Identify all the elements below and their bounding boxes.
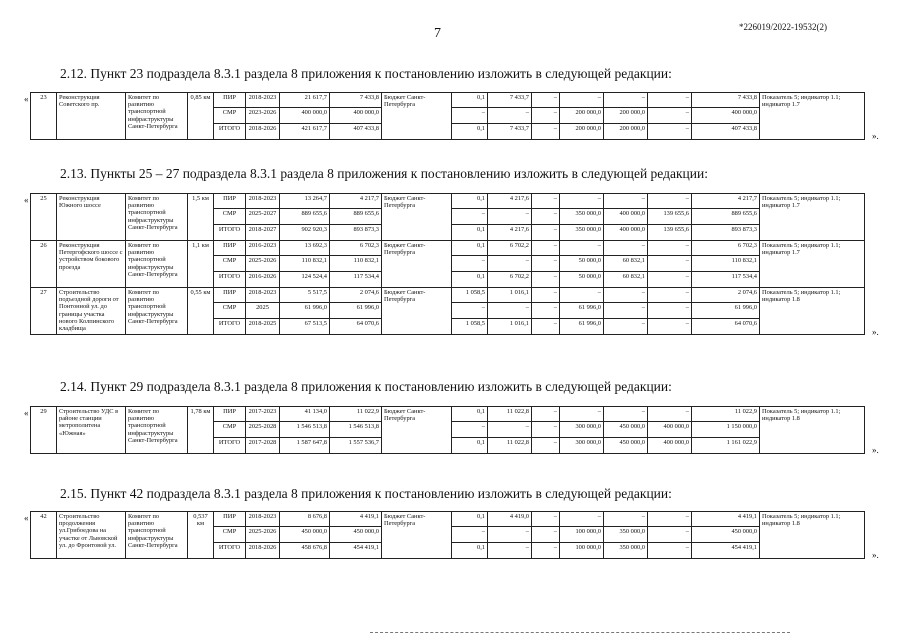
- section-heading: 2.15. Пункт 42 подраздела 8.3.1 раздела 8 приложения к постановлению изложить в следующей редакции:: [60, 486, 672, 501]
- year-value: –: [648, 124, 692, 140]
- total-cost: 1 587 647,8: [280, 438, 330, 454]
- year-value: 6 702,2: [488, 241, 532, 256]
- year-value: 1 150 000,0: [692, 422, 760, 438]
- customer: Комитет по развитию транспортной инфраструктуры Санкт-Петербурга: [126, 241, 188, 288]
- customer: Комитет по развитию транспортной инфраструктуры Санкт-Петербурга: [126, 93, 188, 140]
- work-type: ПИР: [214, 288, 246, 303]
- year-value: 0,1: [452, 241, 488, 256]
- total-cost: 8 676,8: [280, 512, 330, 527]
- program-table: [30, 92, 865, 140]
- year-value: –: [648, 288, 692, 303]
- indicator: Показатель 5; индикатор 1.1; индикатор 1.8: [760, 512, 865, 559]
- period: 2023-2026: [246, 108, 280, 124]
- funding-source: Бюджет Санкт-Петербурга: [382, 93, 452, 140]
- year-value: 7 433,8: [692, 93, 760, 108]
- item-number: 25: [31, 194, 57, 241]
- year-value: 7 433,7: [488, 124, 532, 140]
- object-name: Строительство продолжения ул.Грибоедова на участке от Львовской ул. до Фронтовой ул.: [57, 512, 126, 559]
- period: 2016-2026: [246, 272, 280, 288]
- year-value: –: [488, 422, 532, 438]
- work-type: СМР: [214, 256, 246, 272]
- close-quote: ».: [872, 445, 879, 456]
- year-value: –: [452, 527, 488, 543]
- total-cost: 61 996,0: [280, 303, 330, 319]
- length: 0,85 км: [188, 93, 214, 140]
- year-value: 400 000,0: [692, 108, 760, 124]
- period: 2018-2023: [246, 194, 280, 209]
- year-value: –: [452, 209, 488, 225]
- year-value: 61 996,0: [560, 303, 604, 319]
- length: 1,78 км: [188, 407, 214, 454]
- object-name: Реконструкция Петергофского шоссе с устройством бокового проезда: [57, 241, 126, 288]
- year-value: –: [532, 422, 560, 438]
- year-value: 0,1: [452, 438, 488, 454]
- open-quote: «: [24, 94, 29, 104]
- sum: 407 433,8: [330, 124, 382, 140]
- total-cost: 67 513,5: [280, 319, 330, 335]
- year-value: 61 996,0: [692, 303, 760, 319]
- program-table: [30, 511, 865, 559]
- length: 1,5 км: [188, 194, 214, 241]
- indicator: Показатель 5; индикатор 1.1; индикатор 1.7: [760, 241, 865, 288]
- year-value: 0,1: [452, 407, 488, 422]
- funding-source: Бюджет Санкт-Петербурга: [382, 241, 452, 288]
- year-value: 0,1: [452, 272, 488, 288]
- year-value: 1 161 022,9: [692, 438, 760, 454]
- year-value: 139 655,6: [648, 225, 692, 241]
- year-value: –: [648, 527, 692, 543]
- year-value: 200 000,0: [604, 124, 648, 140]
- year-value: –: [532, 319, 560, 335]
- table-row: [31, 194, 865, 209]
- work-type: ПИР: [214, 512, 246, 527]
- section-heading: 2.14. Пункт 29 подраздела 8.3.1 раздела 8 приложения к постановлению изложить в следующей редакции:: [60, 379, 672, 394]
- year-value: –: [452, 108, 488, 124]
- year-value: –: [560, 512, 604, 527]
- sum: 7 433,8: [330, 93, 382, 108]
- year-value: –: [532, 438, 560, 454]
- year-value: 11 022,9: [692, 407, 760, 422]
- period: 2018-2026: [246, 124, 280, 140]
- sum: 6 702,3: [330, 241, 382, 256]
- year-value: –: [452, 303, 488, 319]
- year-value: 450 000,0: [604, 438, 648, 454]
- year-value: 60 832,1: [604, 272, 648, 288]
- item-number: 42: [31, 512, 57, 559]
- customer: Комитет по развитию транспортной инфраструктуры Санкт-Петербурга: [126, 512, 188, 559]
- year-value: –: [604, 512, 648, 527]
- year-value: 454 419,1: [692, 543, 760, 559]
- work-type: ИТОГО: [214, 124, 246, 140]
- year-value: 110 832,1: [692, 256, 760, 272]
- total-cost: 400 000,0: [280, 108, 330, 124]
- indicator: Показатель 5; индикатор 1.1; индикатор 1.8: [760, 288, 865, 335]
- period: 2018-2023: [246, 93, 280, 108]
- year-value: –: [604, 93, 648, 108]
- year-value: 889 655,6: [692, 209, 760, 225]
- year-value: –: [648, 319, 692, 335]
- work-type: СМР: [214, 108, 246, 124]
- year-value: –: [488, 108, 532, 124]
- period: 2025-2028: [246, 422, 280, 438]
- sum: 117 534,4: [330, 272, 382, 288]
- sum: 64 070,6: [330, 319, 382, 335]
- period: 2018-2025: [246, 319, 280, 335]
- object-name: Реконструкция Советского пр.: [57, 93, 126, 140]
- close-quote: ».: [872, 131, 879, 142]
- year-value: –: [648, 543, 692, 559]
- year-value: –: [532, 527, 560, 543]
- year-value: 407 433,8: [692, 124, 760, 140]
- sum: 61 996,0: [330, 303, 382, 319]
- work-type: СМР: [214, 422, 246, 438]
- total-cost: 421 617,7: [280, 124, 330, 140]
- document-id: *226019/2022-19532(2): [739, 22, 827, 32]
- year-value: 4 217,6: [488, 194, 532, 209]
- close-quote: ».: [872, 550, 879, 561]
- total-cost: 41 134,0: [280, 407, 330, 422]
- period: 2025-2026: [246, 527, 280, 543]
- year-value: 139 655,6: [648, 209, 692, 225]
- sum: 4 419,1: [330, 512, 382, 527]
- year-value: 400 000,0: [604, 225, 648, 241]
- period: 2016-2023: [246, 241, 280, 256]
- total-cost: 13 264,7: [280, 194, 330, 209]
- year-value: 350 000,0: [560, 225, 604, 241]
- year-value: –: [532, 407, 560, 422]
- year-value: 200 000,0: [604, 108, 648, 124]
- length: 1,1 км: [188, 241, 214, 288]
- sum: 400 000,0: [330, 108, 382, 124]
- period: 2018-2023: [246, 512, 280, 527]
- item-number: 26: [31, 241, 57, 288]
- year-value: –: [648, 93, 692, 108]
- period: 2017-2028: [246, 438, 280, 454]
- year-value: –: [532, 209, 560, 225]
- year-value: 60 832,1: [604, 256, 648, 272]
- open-quote: «: [24, 408, 29, 418]
- year-value: –: [560, 194, 604, 209]
- year-value: –: [532, 93, 560, 108]
- year-value: –: [532, 108, 560, 124]
- object-name: Строительство УДС в районе станции метрополитена «Южная»: [57, 407, 126, 454]
- year-value: –: [488, 527, 532, 543]
- total-cost: 902 920,3: [280, 225, 330, 241]
- work-type: ИТОГО: [214, 225, 246, 241]
- sum: 454 419,1: [330, 543, 382, 559]
- funding-source: Бюджет Санкт-Петербурга: [382, 194, 452, 241]
- total-cost: 450 000,0: [280, 527, 330, 543]
- total-cost: 124 524,4: [280, 272, 330, 288]
- year-value: –: [488, 209, 532, 225]
- section-heading: 2.13. Пункты 25 – 27 подраздела 8.3.1 раздела 8 приложения к постановлению изложить в следующей редакции:: [60, 166, 708, 181]
- year-value: –: [532, 124, 560, 140]
- year-value: 200 000,0: [560, 108, 604, 124]
- year-value: 117 534,4: [692, 272, 760, 288]
- year-value: 0,1: [452, 543, 488, 559]
- indicator: Показатель 5; индикатор 1.1; индикатор 1.7: [760, 93, 865, 140]
- year-value: 7 433,7: [488, 93, 532, 108]
- work-type: ИТОГО: [214, 272, 246, 288]
- table-row: [31, 93, 865, 108]
- year-value: 6 702,3: [692, 241, 760, 256]
- year-value: 450 000,0: [692, 527, 760, 543]
- year-value: 6 702,2: [488, 272, 532, 288]
- year-value: 1 016,1: [488, 319, 532, 335]
- year-value: 100 000,0: [560, 543, 604, 559]
- total-cost: 13 692,3: [280, 241, 330, 256]
- year-value: –: [452, 422, 488, 438]
- year-value: –: [560, 288, 604, 303]
- funding-source: Бюджет Санкт-Петербурга: [382, 407, 452, 454]
- work-type: СМР: [214, 527, 246, 543]
- footer-line: [370, 632, 790, 634]
- object-name: Реконструкция Южного шоссе: [57, 194, 126, 241]
- open-quote: «: [24, 195, 29, 205]
- period: 2025-2027: [246, 209, 280, 225]
- year-value: –: [532, 241, 560, 256]
- sum: 2 074,6: [330, 288, 382, 303]
- total-cost: 21 617,7: [280, 93, 330, 108]
- year-value: –: [604, 319, 648, 335]
- work-type: ПИР: [214, 241, 246, 256]
- year-value: 4 419,0: [488, 512, 532, 527]
- year-value: 0,1: [452, 225, 488, 241]
- funding-source: Бюджет Санкт-Петербурга: [382, 512, 452, 559]
- item-number: 27: [31, 288, 57, 335]
- year-value: –: [532, 303, 560, 319]
- year-value: –: [532, 288, 560, 303]
- year-value: 200 000,0: [560, 124, 604, 140]
- year-value: 4 419,1: [692, 512, 760, 527]
- year-value: 0,1: [452, 124, 488, 140]
- work-type: СМР: [214, 303, 246, 319]
- table-row: [31, 512, 865, 527]
- item-number: 23: [31, 93, 57, 140]
- year-value: –: [604, 303, 648, 319]
- year-value: 2 074,6: [692, 288, 760, 303]
- program-table: [30, 193, 865, 335]
- year-value: –: [532, 194, 560, 209]
- year-value: 0,1: [452, 194, 488, 209]
- total-cost: 110 832,1: [280, 256, 330, 272]
- sum: 893 873,3: [330, 225, 382, 241]
- work-type: ПИР: [214, 194, 246, 209]
- program-table: [30, 406, 865, 454]
- year-value: –: [532, 543, 560, 559]
- total-cost: 889 655,6: [280, 209, 330, 225]
- period: 2025: [246, 303, 280, 319]
- total-cost: 458 676,8: [280, 543, 330, 559]
- work-type: ИТОГО: [214, 543, 246, 559]
- sum: 4 217,7: [330, 194, 382, 209]
- year-value: 400 000,0: [648, 438, 692, 454]
- length: 0,537 км: [188, 512, 214, 559]
- open-quote: «: [24, 513, 29, 523]
- sum: 450 000,0: [330, 527, 382, 543]
- year-value: –: [488, 303, 532, 319]
- year-value: –: [532, 256, 560, 272]
- year-value: 64 070,6: [692, 319, 760, 335]
- year-value: 0,1: [452, 512, 488, 527]
- year-value: –: [604, 407, 648, 422]
- year-value: 350 000,0: [604, 543, 648, 559]
- year-value: 400 000,0: [604, 209, 648, 225]
- page-number: 7: [434, 26, 441, 41]
- year-value: –: [648, 407, 692, 422]
- customer: Комитет по развитию транспортной инфраструктуры Санкт-Петербурга: [126, 288, 188, 335]
- year-value: 100 000,0: [560, 527, 604, 543]
- sum: 1 546 513,8: [330, 422, 382, 438]
- year-value: –: [488, 543, 532, 559]
- year-value: 350 000,0: [560, 209, 604, 225]
- year-value: 300 000,0: [560, 422, 604, 438]
- sum: 1 557 536,7: [330, 438, 382, 454]
- year-value: –: [560, 93, 604, 108]
- year-value: 50 000,0: [560, 272, 604, 288]
- year-value: –: [648, 512, 692, 527]
- table-row: [31, 288, 865, 303]
- period: 2018-2026: [246, 543, 280, 559]
- year-value: –: [532, 225, 560, 241]
- period: 2025-2026: [246, 256, 280, 272]
- indicator: Показатель 5; индикатор 1.1; индикатор 1.7: [760, 194, 865, 241]
- year-value: –: [560, 407, 604, 422]
- object-name: Строительство подъездной дороги от Понтонной ул. до границы участка нового Колпинского кладбища: [57, 288, 126, 335]
- customer: Комитет по развитию транспортной инфраструктуры Санкт-Петербурга: [126, 407, 188, 454]
- year-value: –: [604, 194, 648, 209]
- year-value: 400 000,0: [648, 422, 692, 438]
- year-value: –: [648, 272, 692, 288]
- period: 2018-2023: [246, 288, 280, 303]
- work-type: ИТОГО: [214, 438, 246, 454]
- customer: Комитет по развитию транспортной инфраструктуры Санкт-Петербурга: [126, 194, 188, 241]
- year-value: 4 217,7: [692, 194, 760, 209]
- sum: 11 022,9: [330, 407, 382, 422]
- year-value: –: [604, 241, 648, 256]
- year-value: 11 022,8: [488, 438, 532, 454]
- year-value: –: [604, 288, 648, 303]
- year-value: 61 996,0: [560, 319, 604, 335]
- close-quote: ».: [872, 327, 879, 338]
- table-row: [31, 407, 865, 422]
- section-heading: 2.12. Пункт 23 подраздела 8.3.1 раздела 8 приложения к постановлению изложить в следующей редакции:: [60, 66, 672, 81]
- year-value: –: [648, 241, 692, 256]
- year-value: –: [532, 272, 560, 288]
- year-value: –: [560, 241, 604, 256]
- work-type: ИТОГО: [214, 319, 246, 335]
- work-type: ПИР: [214, 407, 246, 422]
- year-value: 0,1: [452, 93, 488, 108]
- total-cost: 1 546 513,8: [280, 422, 330, 438]
- table-row: [31, 241, 865, 256]
- year-value: 1 058,5: [452, 288, 488, 303]
- year-value: –: [648, 194, 692, 209]
- work-type: ПИР: [214, 93, 246, 108]
- year-value: 300 000,0: [560, 438, 604, 454]
- sum: 110 832,1: [330, 256, 382, 272]
- year-value: 350 000,0: [604, 527, 648, 543]
- year-value: 50 000,0: [560, 256, 604, 272]
- year-value: –: [452, 256, 488, 272]
- period: 2018-2027: [246, 225, 280, 241]
- year-value: –: [648, 303, 692, 319]
- total-cost: 5 517,5: [280, 288, 330, 303]
- year-value: –: [532, 512, 560, 527]
- year-value: –: [648, 108, 692, 124]
- item-number: 29: [31, 407, 57, 454]
- period: 2017-2023: [246, 407, 280, 422]
- indicator: Показатель 5; индикатор 1.1; индикатор 1.8: [760, 407, 865, 454]
- year-value: 4 217,6: [488, 225, 532, 241]
- year-value: –: [648, 256, 692, 272]
- year-value: 1 016,1: [488, 288, 532, 303]
- sum: 889 655,6: [330, 209, 382, 225]
- year-value: 893 873,3: [692, 225, 760, 241]
- length: 0,55 км: [188, 288, 214, 335]
- year-value: –: [488, 256, 532, 272]
- funding-source: Бюджет Санкт-Петербурга: [382, 288, 452, 335]
- year-value: 1 058,5: [452, 319, 488, 335]
- year-value: 450 000,0: [604, 422, 648, 438]
- year-value: 11 022,8: [488, 407, 532, 422]
- work-type: СМР: [214, 209, 246, 225]
